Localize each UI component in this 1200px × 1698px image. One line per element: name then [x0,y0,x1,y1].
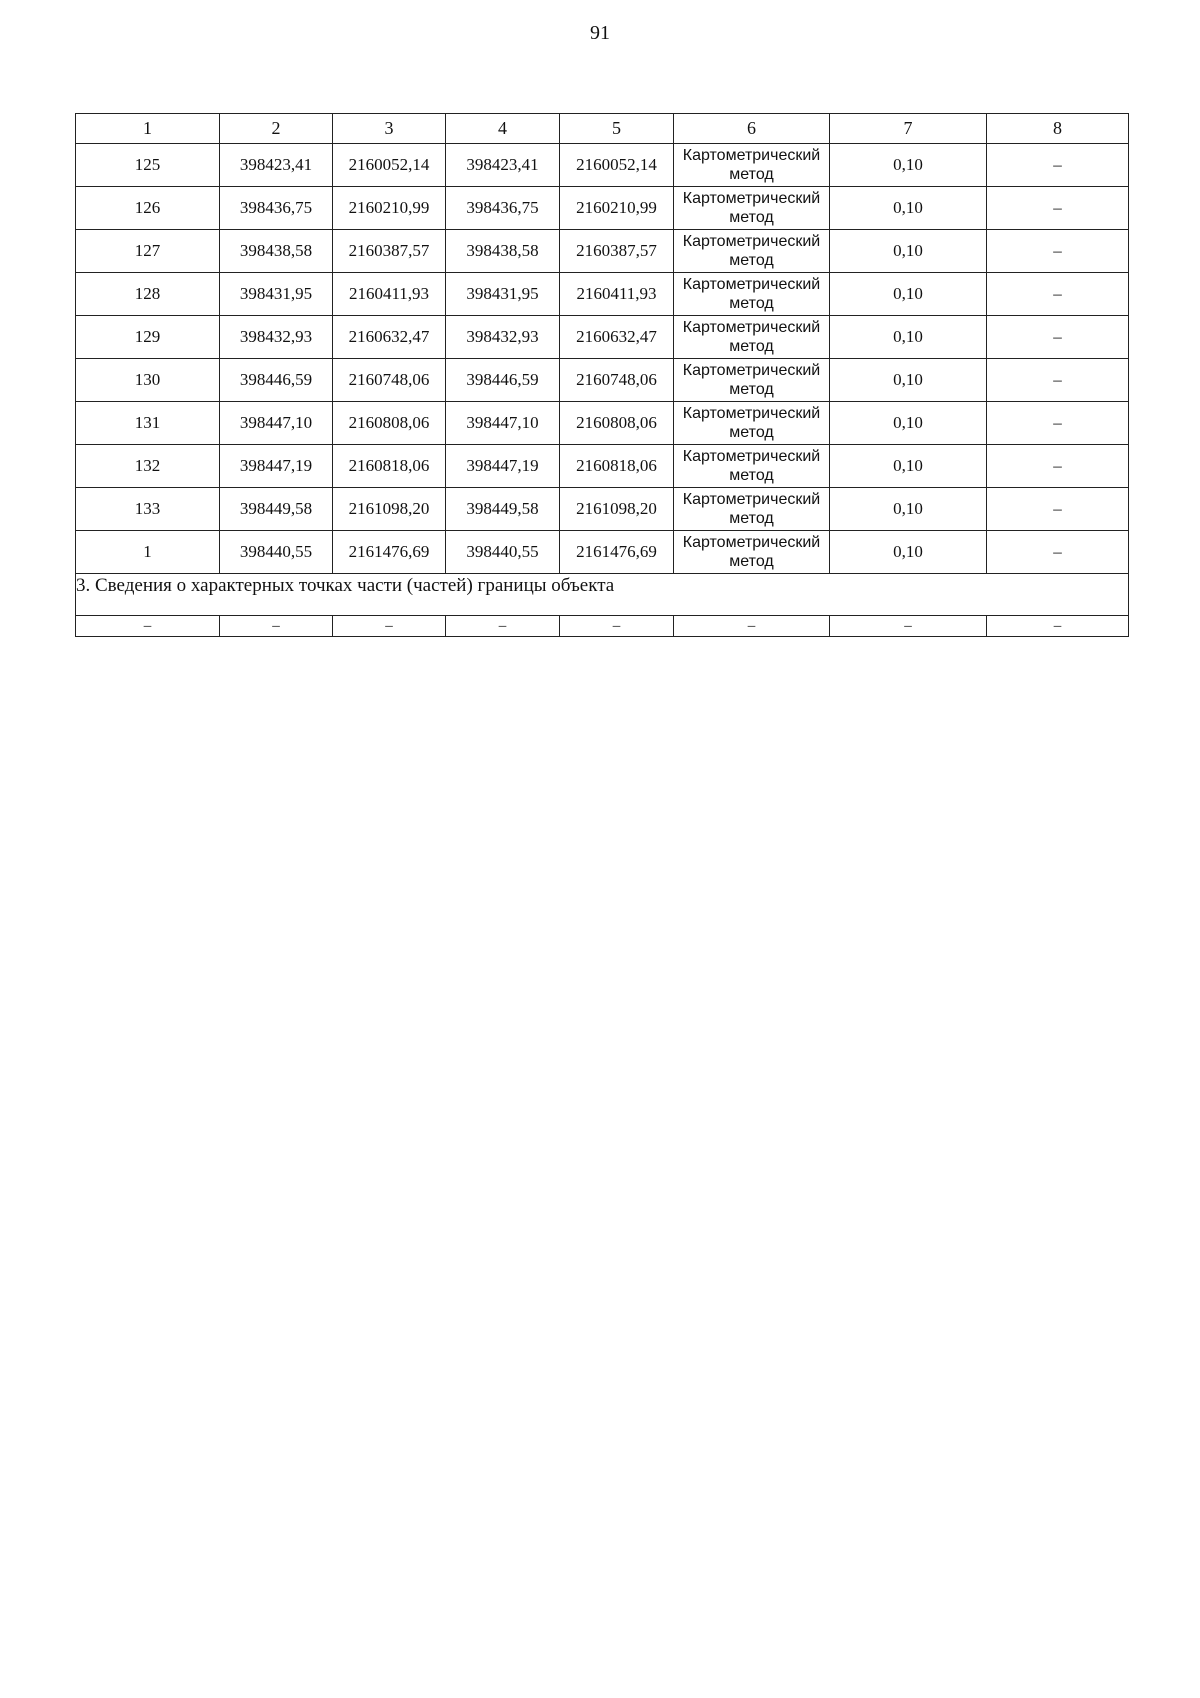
method-cell [674,402,830,445]
method-text-line: метод [729,381,774,398]
note-cell: – [987,402,1129,445]
method-text-line: Картометрический [682,491,821,508]
x-coordinate-2-cell: 398447,10 [446,402,560,445]
empty-cell: – [220,616,333,637]
x-coordinate-cell: 398423,41 [220,144,333,187]
x-coordinate-cell: 398432,93 [220,316,333,359]
y-coordinate-2-cell: 2160052,14 [560,144,674,187]
method-text-line: Картометрический [682,362,821,379]
table-row [76,531,1129,574]
point-number-cell: 130 [76,359,220,402]
x-coordinate-cell: 398449,58 [220,488,333,531]
method-text-line: Картометрический [682,319,821,336]
method-text-line: метод [729,166,774,183]
empty-data-row [76,616,1129,637]
note-cell: – [987,488,1129,531]
point-number-cell: 131 [76,402,220,445]
note-cell: – [987,230,1129,273]
point-number-cell: 125 [76,144,220,187]
y-coordinate-cell: 2160808,06 [333,402,446,445]
empty-cell: – [76,616,220,637]
accuracy-cell: 0,10 [830,316,987,359]
method-text-line: Картометрический [682,276,821,293]
y-coordinate-cell: 2160210,99 [333,187,446,230]
note-cell: – [987,187,1129,230]
method-text-line: Картометрический [682,190,821,207]
method-cell [674,230,830,273]
x-coordinate-cell: 398436,75 [220,187,333,230]
table-row [76,359,1129,402]
method-text-line: метод [729,338,774,355]
y-coordinate-cell: 2161476,69 [333,531,446,574]
method-text-line: Картометрический [682,448,821,465]
accuracy-cell: 0,10 [830,531,987,574]
y-coordinate-cell: 2160052,14 [333,144,446,187]
y-coordinate-2-cell: 2160748,06 [560,359,674,402]
y-coordinate-2-cell: 2160818,06 [560,445,674,488]
point-number-cell: 129 [76,316,220,359]
point-number-cell: 128 [76,273,220,316]
method-text-line: метод [729,510,774,527]
column-header: 8 [987,114,1129,144]
table-row [76,316,1129,359]
x-coordinate-2-cell: 398436,75 [446,187,560,230]
method-text-line: Картометрический [682,233,821,250]
y-coordinate-cell: 2160748,06 [333,359,446,402]
y-coordinate-cell: 2160632,47 [333,316,446,359]
y-coordinate-2-cell: 2160210,99 [560,187,674,230]
note-cell: – [987,359,1129,402]
empty-cell: – [830,616,987,637]
x-coordinate-cell: 398447,10 [220,402,333,445]
y-coordinate-2-cell: 2160411,93 [560,273,674,316]
table-row [76,445,1129,488]
method-cell [674,531,830,574]
accuracy-cell: 0,10 [830,187,987,230]
table-row [76,144,1129,187]
x-coordinate-2-cell: 398449,58 [446,488,560,531]
table-row [76,402,1129,445]
method-cell [674,144,830,187]
table-row [76,187,1129,230]
y-coordinate-2-cell: 2161098,20 [560,488,674,531]
x-coordinate-2-cell: 398431,95 [446,273,560,316]
y-coordinate-cell: 2160387,57 [333,230,446,273]
x-coordinate-2-cell: 398440,55 [446,531,560,574]
empty-cell: – [560,616,674,637]
method-cell [674,316,830,359]
x-coordinate-cell: 398446,59 [220,359,333,402]
x-coordinate-cell: 398447,19 [220,445,333,488]
accuracy-cell: 0,10 [830,445,987,488]
point-number-cell: 126 [76,187,220,230]
y-coordinate-2-cell: 2160632,47 [560,316,674,359]
method-text-line: метод [729,295,774,312]
point-number-cell: 132 [76,445,220,488]
accuracy-cell: 0,10 [830,402,987,445]
accuracy-cell: 0,10 [830,144,987,187]
y-coordinate-2-cell: 2160808,06 [560,402,674,445]
accuracy-cell: 0,10 [830,230,987,273]
method-text-line: Картометрический [682,147,821,164]
coordinates-table [75,113,1129,637]
table-row [76,273,1129,316]
column-header: 4 [446,114,560,144]
x-coordinate-2-cell: 398432,93 [446,316,560,359]
empty-cell: – [987,616,1129,637]
note-cell: – [987,445,1129,488]
x-coordinate-2-cell: 398446,59 [446,359,560,402]
method-text-line: метод [729,209,774,226]
x-coordinate-cell: 398431,95 [220,273,333,316]
table-row [76,230,1129,273]
method-text-line: Картометрический [682,405,821,422]
note-cell: – [987,273,1129,316]
column-header: 7 [830,114,987,144]
column-header: 1 [76,114,220,144]
method-cell [674,187,830,230]
method-cell [674,488,830,531]
empty-cell: – [333,616,446,637]
y-coordinate-cell: 2161098,20 [333,488,446,531]
accuracy-cell: 0,10 [830,273,987,316]
table-row [76,488,1129,531]
method-text-line: метод [729,252,774,269]
y-coordinate-cell: 2160818,06 [333,445,446,488]
y-coordinate-2-cell: 2160387,57 [560,230,674,273]
x-coordinate-2-cell: 398423,41 [446,144,560,187]
page-number: 91 [590,22,610,44]
empty-cell: – [674,616,830,637]
column-header: 3 [333,114,446,144]
point-number-cell: 1 [76,531,220,574]
note-cell: – [987,316,1129,359]
method-cell [674,359,830,402]
column-header: 5 [560,114,674,144]
column-header: 2 [220,114,333,144]
method-cell [674,273,830,316]
accuracy-cell: 0,10 [830,488,987,531]
table-header-row [76,114,1129,144]
point-number-cell: 127 [76,230,220,273]
method-text-line: метод [729,424,774,441]
accuracy-cell: 0,10 [830,359,987,402]
note-cell: – [987,144,1129,187]
x-coordinate-2-cell: 398447,19 [446,445,560,488]
x-coordinate-cell: 398440,55 [220,531,333,574]
section-title-row [76,574,1129,616]
method-cell [674,445,830,488]
method-text-line: Картометрический [682,534,821,551]
y-coordinate-cell: 2160411,93 [333,273,446,316]
x-coordinate-2-cell: 398438,58 [446,230,560,273]
y-coordinate-2-cell: 2161476,69 [560,531,674,574]
method-text-line: метод [729,467,774,484]
empty-cell: – [446,616,560,637]
column-header: 6 [674,114,830,144]
point-number-cell: 133 [76,488,220,531]
x-coordinate-cell: 398438,58 [220,230,333,273]
method-text-line: метод [729,553,774,570]
note-cell: – [987,531,1129,574]
section-title: 3. Сведения о характерных точках части (частей) границы объекта [76,574,1129,616]
